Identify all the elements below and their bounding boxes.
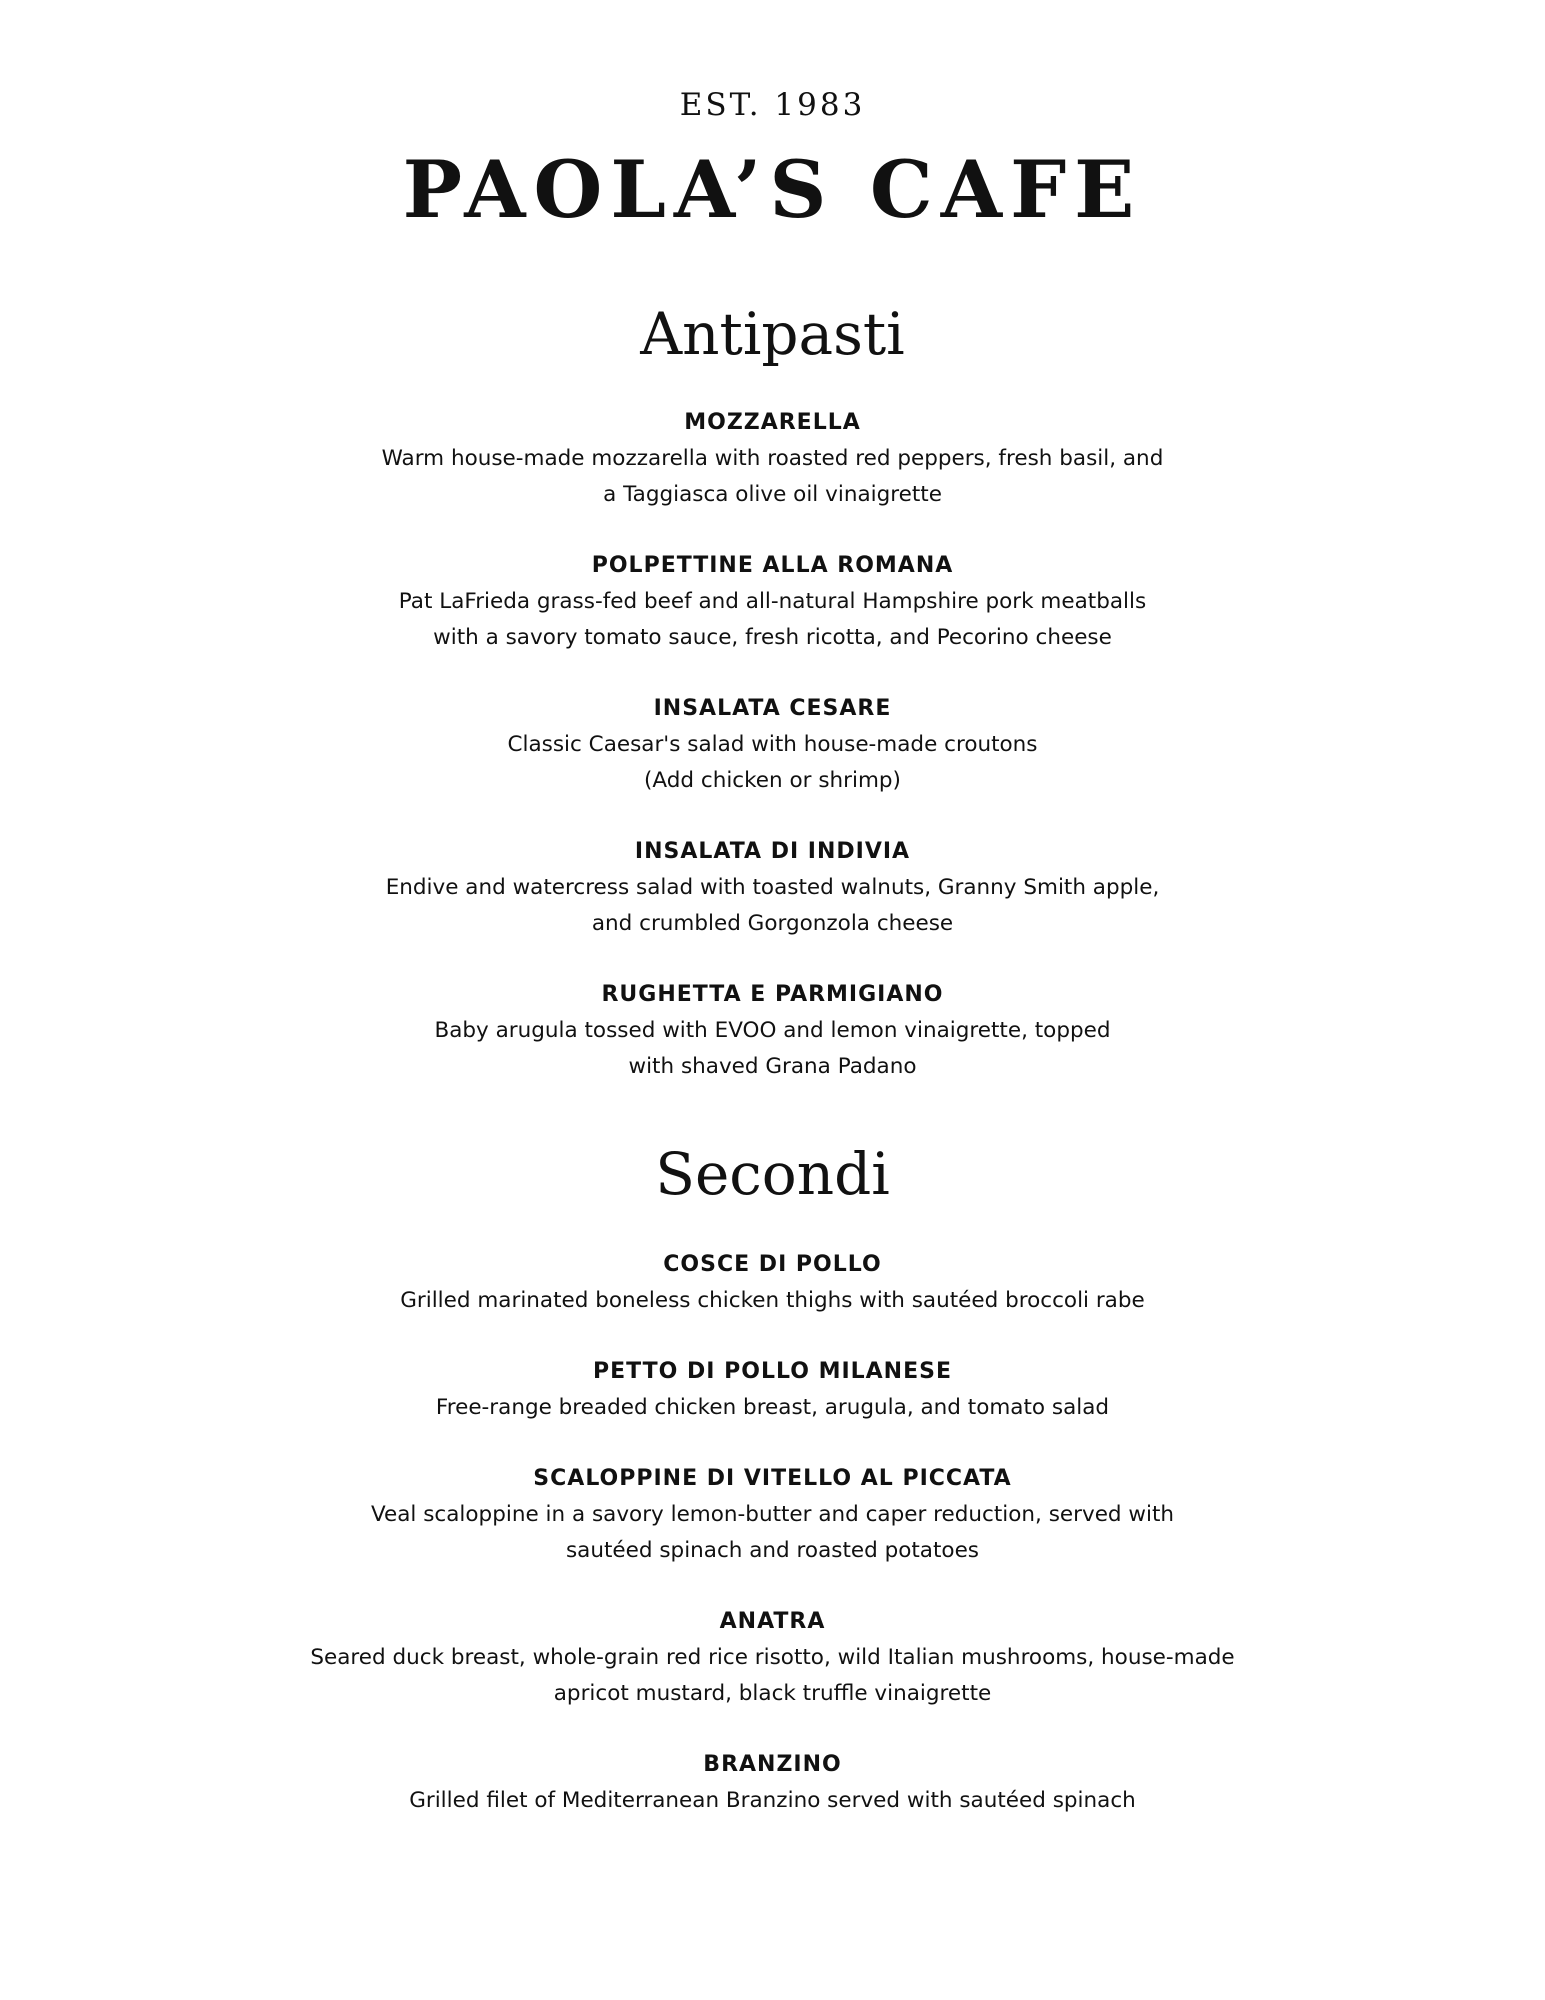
item-description: Classic Caesar's salad with house-made croutons (Add chicken or shrimp) — [507, 732, 1038, 793]
item-description: Endive and watercress salad with toasted walnuts, Granny Smith apple, and crumbled Gorgonzola cheese — [385, 875, 1160, 936]
menu-item — [0, 691, 1545, 799]
menu-item — [0, 548, 1545, 656]
section-title-antipasti: Antipasti — [640, 300, 905, 368]
menu-item — [0, 834, 1545, 942]
menu-item — [0, 977, 1545, 1085]
item-name: BRANZINO — [703, 1752, 842, 1777]
menu-item — [0, 1604, 1545, 1712]
item-name: INSALATA DI INDIVIA — [634, 839, 911, 864]
menu-item — [0, 405, 1545, 513]
item-description: Seared duck breast, whole-grain red rice risotto, wild Italian mushrooms, house-made apricot mustard, black truffle vinaigrette — [310, 1645, 1235, 1706]
menu-item — [0, 1354, 1545, 1426]
menu-item — [0, 1247, 1545, 1319]
item-name: PETTO DI POLLO MILANESE — [592, 1359, 952, 1384]
menu-item — [0, 1747, 1545, 1819]
item-description: Veal scaloppine in a savory lemon-butter and caper reduction, served with sautéed spinach and roasted potatoes — [370, 1502, 1175, 1563]
item-description: Grilled marinated boneless chicken thighs with sautéed broccoli rabe — [400, 1288, 1145, 1313]
menu-item — [0, 1461, 1545, 1569]
antipasti-list — [0, 405, 1545, 1120]
item-name: SCALOPPINE DI VITELLO AL PICCATA — [533, 1466, 1012, 1491]
secondi-list — [0, 1247, 1545, 1854]
item-name: POLPETTINE ALLA ROMANA — [591, 553, 954, 578]
item-description: Baby arugula tossed with EVOO and lemon vinaigrette, topped with shaved Grana Padano — [434, 1018, 1111, 1079]
item-name: MOZZARELLA — [684, 410, 861, 435]
item-description: Free-range breaded chicken breast, arugula, and tomato salad — [435, 1395, 1110, 1420]
item-name: ANATRA — [719, 1609, 826, 1634]
cafe-name: PAOLA’S CAFE — [402, 143, 1143, 236]
item-name: COSCE DI POLLO — [663, 1252, 882, 1277]
item-name: RUGHETTA E PARMIGIANO — [601, 982, 944, 1007]
section-title-secondi: Secondi — [655, 1140, 890, 1208]
item-description: Grilled filet of Mediterranean Branzino served with sautéed spinach — [409, 1788, 1136, 1813]
item-description: Pat LaFrieda grass-fed beef and all-natural Hampshire pork meatballs with a savory tomato sauce, fresh ricotta, and Pecorino cheese — [398, 589, 1147, 650]
item-description: Warm house-made mozzarella with roasted red peppers, fresh basil, and a Taggiasca olive oil vinaigrette — [381, 446, 1164, 507]
item-name: INSALATA CESARE — [653, 696, 892, 721]
established-label: EST. 1983 — [679, 87, 866, 123]
